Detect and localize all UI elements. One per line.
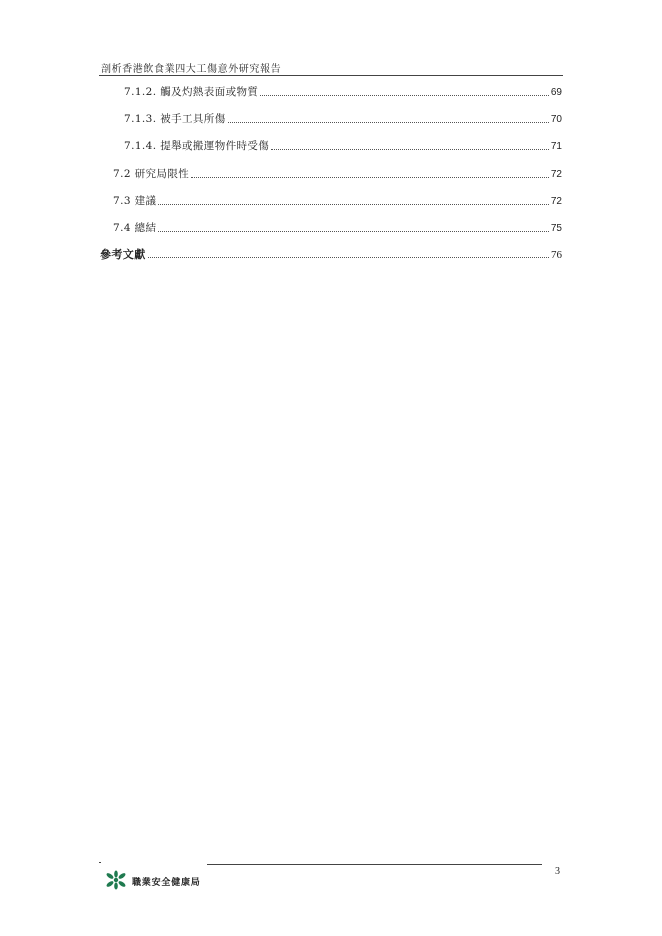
toc-leader-dots [191, 177, 549, 178]
toc-entry-page: 69 [550, 87, 562, 98]
toc-leader-dots [158, 204, 548, 205]
toc-entry[interactable] [124, 138, 562, 152]
organization-name: 職業安全健康局 [132, 878, 201, 888]
toc-entry[interactable] [124, 111, 562, 125]
toc-entry-page: 75 [550, 223, 562, 234]
toc-entry-label: 7.1.3. 被手工具所傷 [124, 113, 226, 125]
toc-entry[interactable] [113, 220, 562, 234]
footer-mark [99, 862, 101, 863]
toc-leader-dots [228, 122, 549, 123]
oshc-leaf-logo-icon [104, 870, 128, 890]
toc-leader-dots [271, 149, 549, 150]
toc-entry-label: 7.3 建議 [113, 195, 157, 207]
toc-entry-label: 7.1.2. 觸及灼熱表面或物質 [124, 86, 259, 98]
toc-entry[interactable] [113, 166, 562, 180]
toc-entry-label: 7.4 總結 [113, 222, 157, 234]
toc-leader-dots [148, 257, 549, 258]
toc-entry-page: 72 [550, 196, 562, 207]
toc-entry[interactable] [124, 84, 562, 98]
toc-entry-page: 71 [550, 141, 562, 152]
header-divider [99, 75, 563, 76]
running-header-title: 剖析香港飲食業四大工傷意外研究報告 [101, 64, 282, 75]
toc-entry-references[interactable] [100, 246, 562, 260]
page-number: 3 [555, 866, 560, 877]
toc-entry-page: 72 [550, 169, 562, 180]
toc-leader-dots [260, 95, 549, 96]
toc-entry-page: 70 [550, 114, 562, 125]
toc-entry-label: 7.2 研究局限性 [113, 168, 190, 180]
toc-entry-page: 76 [551, 249, 562, 261]
toc-entry-label: 7.1.4. 提舉或搬運物件時受傷 [124, 140, 270, 152]
toc-entry-label: 參考文獻 [100, 248, 146, 261]
footer-divider [207, 864, 542, 865]
toc-leader-dots [158, 231, 548, 232]
toc-entry[interactable] [113, 193, 562, 207]
